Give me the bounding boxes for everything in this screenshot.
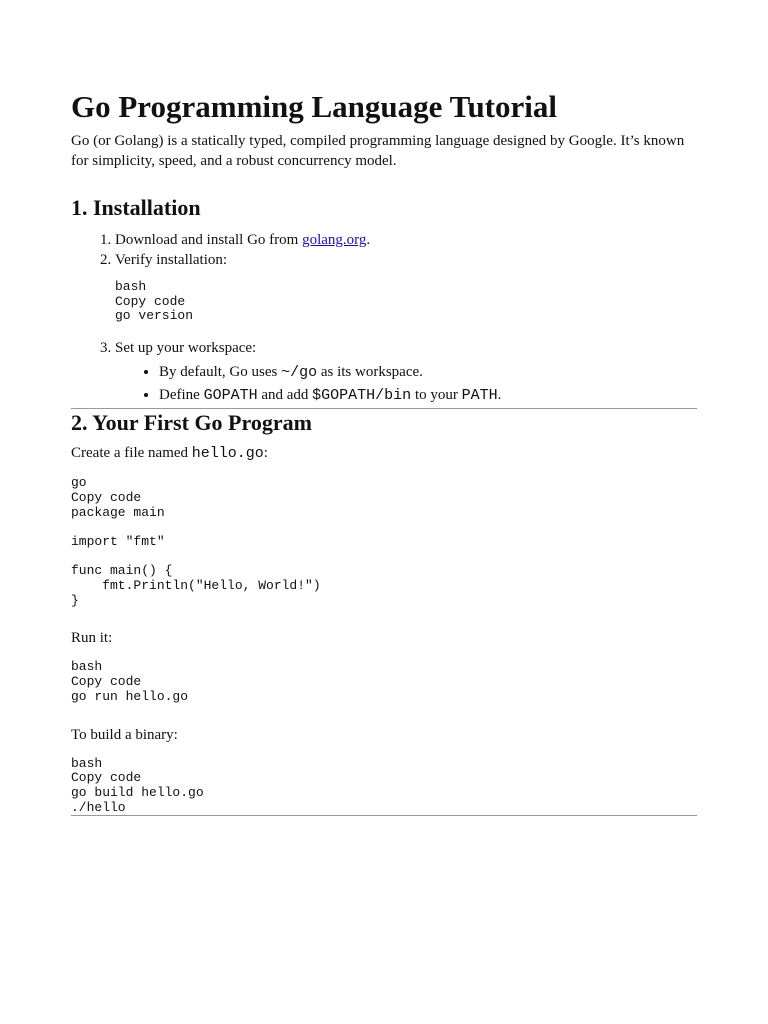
bullet-text: . (497, 387, 502, 404)
run-label: Run it: (71, 630, 113, 647)
bullet-text: By default, Go uses (159, 364, 282, 381)
code-block-run: bash Copy code go run hello.go (71, 659, 189, 704)
bullet-define-gopath (159, 385, 697, 406)
step-workspace (115, 338, 697, 406)
create-text: Create a file named (71, 445, 192, 462)
create-file-paragraph (71, 443, 697, 464)
inline-code: GOPATH (203, 387, 258, 405)
step-verify (115, 250, 697, 324)
code-block-verify: bash Copy code go version (115, 279, 194, 324)
section-divider (71, 815, 697, 816)
build-label: To build a binary: (71, 726, 178, 743)
bullet-text: Define (159, 387, 204, 404)
step-workspace-text: Set up your workspace: (115, 340, 257, 357)
intro-paragraph: Go (or Golang) is a statically typed, compiled programming language designed by Google. It’s known for simplicity, speed, and a robust concurrency model. (71, 133, 685, 169)
page-title: Go Programming Language Tutorial (71, 89, 557, 124)
inline-code: hello.go (191, 445, 264, 463)
code-block-build: bash Copy code go build hello.go ./hello (71, 755, 204, 815)
inline-code: PATH (461, 387, 498, 405)
step-download (115, 230, 697, 250)
bullet-default-workspace (159, 362, 697, 383)
installation-steps (71, 230, 697, 406)
golang-link[interactable]: golang.org (302, 232, 367, 248)
bullet-text: as its workspace. (317, 364, 423, 381)
code-block-program: go Copy code package main import "fmt" func main() { fmt.Println("Hello, World!") } (71, 475, 321, 608)
bullet-text: to your (411, 387, 462, 404)
create-text: : (263, 445, 268, 462)
inline-code: $GOPATH/bin (312, 387, 412, 405)
bullet-text: and add (257, 387, 313, 404)
step-verify-text: Verify installation: (115, 252, 228, 268)
step-download-text: Download and install Go from (115, 232, 303, 248)
workspace-bullets (115, 362, 697, 406)
inline-code: ~/go (281, 364, 318, 382)
step-download-after: . (366, 232, 371, 248)
section-heading-installation: 1. Installation (71, 195, 201, 220)
section-heading-first-program: 2. Your First Go Program (71, 410, 312, 436)
